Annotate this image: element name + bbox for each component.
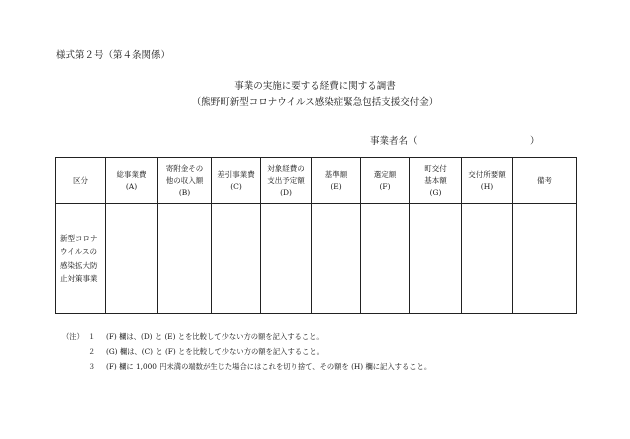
cell-remarks[interactable] — [513, 204, 577, 314]
cell-town-base-amount[interactable] — [410, 204, 462, 314]
table-row — [56, 204, 577, 314]
header-standard-amount: 基準額 (E) — [312, 158, 361, 204]
notes-section — [62, 329, 431, 374]
header-remarks: 備考 — [513, 158, 577, 204]
applicant-label: 事業者名（ — [370, 136, 418, 147]
cell-selected-amount[interactable] — [361, 204, 410, 314]
note-item: ３ (F) 欄に 1,000 円未満の端数が生じた場合にはこれを切り捨て、その額を (H) 欄に記入すること。 — [88, 362, 432, 371]
header-total-cost: 総事業費 (A) — [106, 158, 158, 204]
expense-table — [55, 157, 577, 314]
note-item: ２ (G) 欄は、(C) と (F) とを比較して少ない方の額を記入すること。 — [88, 347, 324, 356]
cell-standard-amount[interactable] — [312, 204, 361, 314]
row-label-covid-project: 新型コロナ ウイルスの 感染拡大防 止対策事業 — [56, 204, 106, 314]
cell-net-cost[interactable] — [212, 204, 261, 314]
note-item: （注） １ (F) 欄は、(D) と (E) とを比較して少ない方の額を記入すること。 — [62, 329, 431, 344]
header-category: 区分 — [56, 158, 106, 204]
applicant-name-field[interactable] — [370, 133, 540, 147]
document-subtitle: （熊野町新型コロナウイルス感染症緊急包括支援交付金） — [191, 97, 439, 108]
document-title: 事業の実施に要する経費に関する調書 — [234, 81, 396, 92]
form-number: 様式第２号（第４条関係） — [56, 50, 171, 61]
cell-donations[interactable] — [158, 204, 212, 314]
header-eligible-expense: 対象経費の 支出予定額 (D) — [261, 158, 312, 204]
table-header-row — [56, 158, 577, 204]
header-net-cost: 差引事業費 (C) — [212, 158, 261, 204]
cell-eligible-expense[interactable] — [261, 204, 312, 314]
notes-mark: （注） — [62, 332, 84, 341]
cell-total-cost[interactable] — [106, 204, 158, 314]
cell-required-grant[interactable] — [462, 204, 513, 314]
header-donations: 寄附金その 他の収入額 (B) — [158, 158, 212, 204]
applicant-close-paren: ） — [530, 136, 540, 147]
header-selected-amount: 選定額 (F) — [361, 158, 410, 204]
header-required-grant: 交付所要額 (H) — [462, 158, 513, 204]
header-town-base-amount: 町交付 基本額 (G) — [410, 158, 462, 204]
